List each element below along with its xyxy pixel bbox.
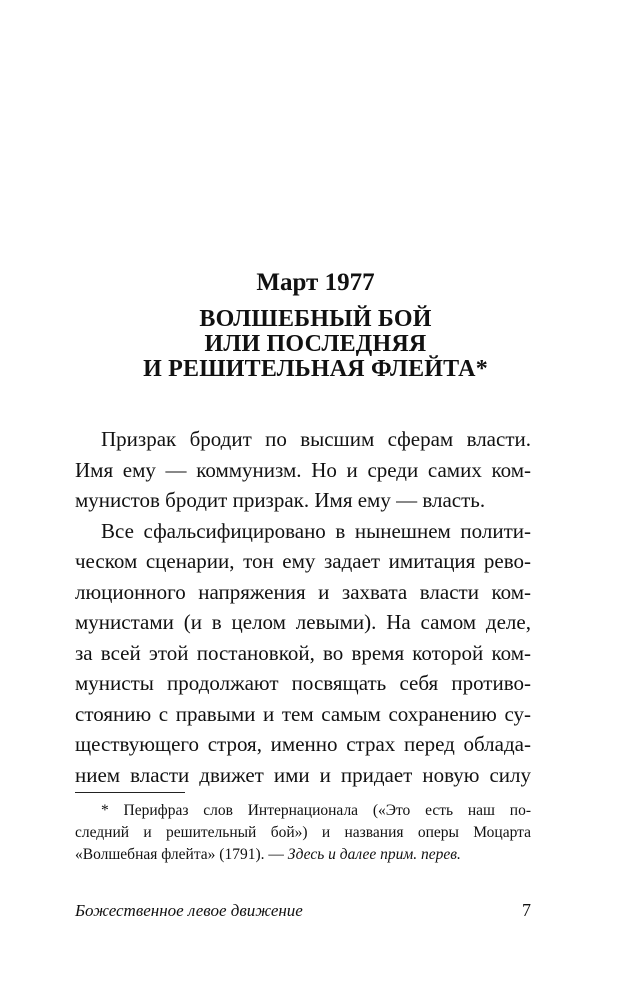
text-line: за всей этой постановкой, во время которой ком- xyxy=(75,640,531,665)
text-line: ществующего строя, именно страх перед облада- xyxy=(75,732,531,756)
chapter-title xyxy=(0,307,631,382)
page-number: 7 xyxy=(522,900,531,920)
chapter-date: Март 1977 xyxy=(256,269,375,296)
footnote-separator xyxy=(75,792,185,793)
footnote-line: * Перифраз слов Интернационала («Это есть наш по- xyxy=(101,802,531,819)
body-text xyxy=(75,424,531,790)
text-line: мунистов бродит призрак. Имя ему — власть. xyxy=(75,488,486,512)
text-line: нием власти движет ими и придает новую силу xyxy=(75,762,531,787)
chapter-title-line: И РЕШИТЕЛЬНАЯ ФЛЕЙТА* xyxy=(143,356,488,382)
chapter-title-line: ВОЛШЕБНЫЙ БОЙ xyxy=(199,306,432,332)
footnote xyxy=(75,800,531,866)
footnote-note-italic: Здесь и далее прим. перев. xyxy=(287,846,461,863)
text-line: мунистами (и в целом левыми). На самом деле, xyxy=(75,610,531,634)
text-line: ческом сценарии, тон ему задает имитация рево- xyxy=(75,549,531,573)
footnote-line xyxy=(75,844,531,866)
text-line: Все сфальсифицировано в нынешнем полити- xyxy=(101,518,531,543)
text-line: мунисты продолжают посвящать себя противо- xyxy=(75,671,531,695)
running-title: Божественное левое движение xyxy=(75,901,303,920)
chapter-title-line: ИЛИ ПОСЛЕДНЯЯ xyxy=(204,331,427,357)
footnote-line: следний и решительный бой») и названия оперы Моцарта xyxy=(75,824,531,841)
text-line: Имя ему — коммунизм. Но и среди самих ком- xyxy=(75,457,531,482)
text-line: люционного напряжения и захвата власти ком- xyxy=(75,579,531,604)
footnote-text: «Волшебная флейта» (1791). — xyxy=(75,846,288,863)
text-line: Призрак бродит по высшим сферам власти. xyxy=(101,427,531,451)
text-line: стоянию с правыми и тем самым сохранению су- xyxy=(75,701,531,726)
